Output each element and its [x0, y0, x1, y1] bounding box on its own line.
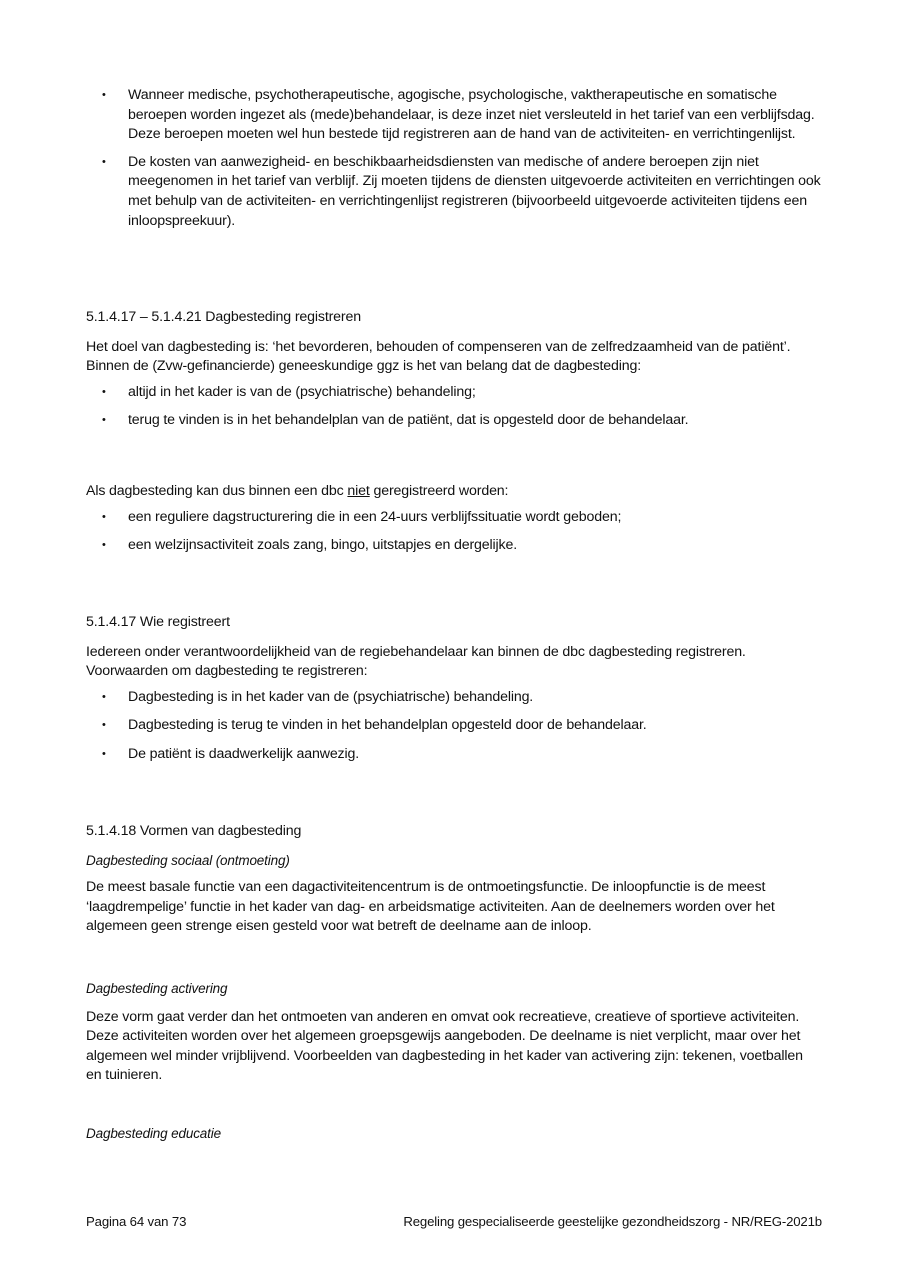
list-item: • De patiënt is daadwerkelijk aanwezig.: [86, 745, 822, 765]
list-item: • een reguliere dagstructurering die in een 24-uurs verblijfssituatie wordt geboden;: [86, 508, 822, 528]
page-number: Pagina 64 van 73: [86, 1214, 187, 1229]
text-span: geregistreerd worden:: [369, 483, 509, 499]
list-item: • Dagbesteding is terug te vinden in het behandelplan opgesteld door de behandelaar.: [86, 716, 822, 736]
list-item: • Wanneer medische, psychotherapeutische, agogische, psychologische, vaktherapeutische en somatische beroepen worden ingezet als (mede)behandelaar, is deze inzet niet versleuteld in het tarief van een verblijfsdag. Deze beroepen moeten wel hun bestede tijd registreren aan de hand van de activiteiten- en verrichtingenlijst.: [86, 86, 822, 145]
intro-bullets-block: [86, 86, 822, 231]
emphasis-text: niet: [347, 483, 370, 499]
document-title: Regeling gespecialiseerde geestelijke gezondheidszorg - NR/REG-2021b: [403, 1214, 822, 1229]
not-registered-block: [86, 482, 822, 556]
section-vormen: [86, 822, 822, 937]
subsection-title: Dagbesteding activering: [86, 981, 228, 996]
list-item: • terug te vinden is in het behandelplan van de patiënt, dat is opgesteld door de behandelaar.: [86, 411, 822, 431]
list-item: • een welzijnsactiviteit zoals zang, bingo, uitstapjes en dergelijke.: [86, 536, 822, 556]
subsection-educatie: [86, 1124, 822, 1144]
subsection-title: Dagbesteding educatie: [86, 1126, 221, 1141]
subsection-title: Dagbesteding sociaal (ontmoeting): [86, 852, 290, 868]
paragraph: Deze vorm gaat verder dan het ontmoeten van anderen en omvat ook recreatieve, creatieve of sportieve activiteiten. Deze activiteiten worden over het algemeen groepsgewijs aangeboden. De deelname is niet verplicht, maar over het algemeen wel minder vrijblijvend. Voorbeelden van dagbesteding in het kader van activering zijn: tekenen, voetballen en tuinieren.: [86, 1008, 803, 1084]
list-item: • Dagbesteding is in het kader van de (psychiatrische) behandeling.: [86, 688, 822, 708]
list-item: • altijd in het kader is van de (psychiatrische) behandeling;: [86, 383, 822, 403]
section-heading: 5.1.4.17 – 5.1.4.21 Dagbesteding registreren: [86, 309, 361, 325]
bullet-list: [86, 383, 822, 431]
intro-bullet-list: [86, 86, 822, 231]
section-heading: 5.1.4.18 Vormen van dagbesteding: [86, 823, 302, 839]
paragraph: [86, 482, 822, 502]
bullet-list: [86, 508, 822, 556]
paragraph: De meest basale functie van een dagactiviteitencentrum is de ontmoetingsfunctie. De inloopfunctie is de meest ‘laagdrempelige’ functie in het kader van dag- en arbeidsmatige activiteiten. Aan de deelnemers worden over het algemeen geen strenge eisen gesteld voor wat betreft de deelname aan de inloop.: [86, 879, 775, 935]
subsection-activering: [86, 979, 822, 1086]
paragraph: Iedereen onder verantwoordelijkheid van de regiebehandelaar kan binnen de dbc dagbesteding registreren. Voorwaarden om dagbesteding te registreren:: [86, 643, 746, 680]
section-wie-registreert: [86, 613, 822, 765]
paragraph: Het doel van dagbesteding is: ‘het bevorderen, behouden of compenseren van de zelfredzaamheid van de patiënt’. Binnen de (Zvw-gefinancierde) geneeskundige ggz is het van belang dat de dagbesteding:: [86, 338, 791, 375]
section-heading: 5.1.4.17 Wie registreert: [86, 614, 230, 630]
text-span: Als dagbesteding kan dus binnen een dbc: [86, 483, 348, 499]
list-item: • De kosten van aanwezigheid- en beschikbaarheidsdiensten van medische of andere beroepen zijn niet meegenomen in het tarief van verblijf. Zij moeten tijdens de diensten uitgevoerde activiteiten en verrichtingen ook met behulp van de activiteiten- en verrichtingenlijst registreren (bijvoorbeeld uitgevoerde activiteiten tijdens een inloopspreekuur).: [86, 153, 822, 231]
section-registreren: [86, 308, 822, 431]
bullet-list: [86, 688, 822, 765]
